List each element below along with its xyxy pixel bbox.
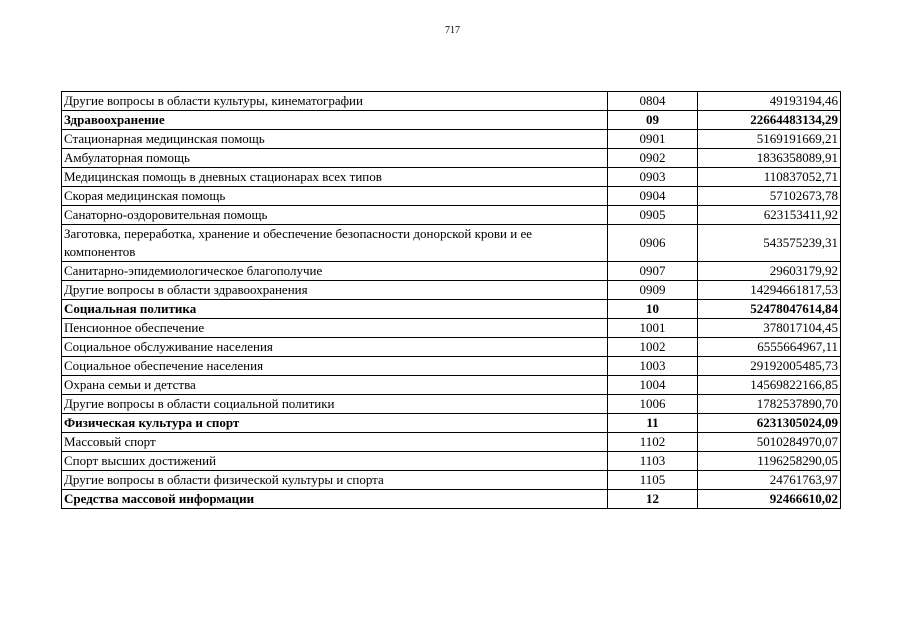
row-amount-cell: 49193194,46 [698,92,841,111]
row-name-cell: Другие вопросы в области культуры, кинематографии [62,92,608,111]
table-row [62,187,841,206]
row-code-cell: 0906 [608,225,698,262]
section-row [62,414,841,433]
page-number: 717 [445,25,460,36]
table-row [62,338,841,357]
row-amount-cell: 57102673,78 [698,187,841,206]
row-code-cell: 1001 [608,319,698,338]
row-name-cell: Спорт высших достижений [62,452,608,471]
row-amount-cell: 52478047614,84 [698,300,841,319]
table-row [62,281,841,300]
table-row [62,149,841,168]
row-name-cell: Медицинская помощь в дневных стационарах всех типов [62,168,608,187]
budget-table-body [62,92,841,509]
row-name-cell: Массовый спорт [62,433,608,452]
row-amount-cell: 623153411,92 [698,206,841,225]
row-code-cell: 11 [608,414,698,433]
row-code-cell: 0907 [608,262,698,281]
row-name-cell: Амбулаторная помощь [62,149,608,168]
row-amount-cell: 29603179,92 [698,262,841,281]
table-row [62,433,841,452]
row-name-cell: Социальная политика [62,300,608,319]
row-amount-cell: 24761763,97 [698,471,841,490]
row-name-cell: Санитарно-эпидемиологическое благополучие [62,262,608,281]
row-code-cell: 0804 [608,92,698,111]
table-row [62,452,841,471]
row-amount-cell: 5169191669,21 [698,130,841,149]
budget-table [61,91,841,509]
row-name-cell: Социальное обслуживание населения [62,338,608,357]
table-row [62,395,841,414]
section-row [62,111,841,130]
table-row [62,471,841,490]
row-code-cell: 1105 [608,471,698,490]
table-row [62,130,841,149]
row-code-cell: 1103 [608,452,698,471]
row-name-cell: Пенсионное обеспечение [62,319,608,338]
row-code-cell: 1002 [608,338,698,357]
row-code-cell: 0909 [608,281,698,300]
row-amount-cell: 5010284970,07 [698,433,841,452]
row-code-cell: 0901 [608,130,698,149]
row-amount-cell: 543575239,31 [698,225,841,262]
table-row [62,206,841,225]
table-row [62,92,841,111]
table-row [62,376,841,395]
table-row [62,262,841,281]
table-row [62,357,841,376]
row-name-cell: Заготовка, переработка, хранение и обеспечение безопасности донорской крови и ее компонентов [62,225,608,262]
row-amount-cell: 378017104,45 [698,319,841,338]
row-code-cell: 1003 [608,357,698,376]
row-amount-cell: 92466610,02 [698,490,841,509]
row-name-cell: Другие вопросы в области здравоохранения [62,281,608,300]
row-amount-cell: 1836358089,91 [698,149,841,168]
row-amount-cell: 29192005485,73 [698,357,841,376]
row-amount-cell: 22664483134,29 [698,111,841,130]
section-row [62,490,841,509]
table-row [62,319,841,338]
section-row [62,300,841,319]
row-name-cell: Средства массовой информации [62,490,608,509]
row-name-cell: Другие вопросы в области физической культуры и спорта [62,471,608,490]
row-name-cell: Скорая медицинская помощь [62,187,608,206]
row-amount-cell: 1782537890,70 [698,395,841,414]
row-amount-cell: 1196258290,05 [698,452,841,471]
row-name-cell: Охрана семьи и детства [62,376,608,395]
row-amount-cell: 14569822166,85 [698,376,841,395]
row-name-cell: Другие вопросы в области социальной политики [62,395,608,414]
row-amount-cell: 6555664967,11 [698,338,841,357]
row-amount-cell: 14294661817,53 [698,281,841,300]
row-code-cell: 10 [608,300,698,319]
table-row [62,168,841,187]
row-code-cell: 09 [608,111,698,130]
row-name-cell: Санаторно-оздоровительная помощь [62,206,608,225]
row-code-cell: 1102 [608,433,698,452]
row-name-cell: Здравоохранение [62,111,608,130]
table-row [62,225,841,262]
row-code-cell: 0904 [608,187,698,206]
row-code-cell: 12 [608,490,698,509]
row-name-cell: Социальное обеспечение населения [62,357,608,376]
row-code-cell: 0905 [608,206,698,225]
row-amount-cell: 110837052,71 [698,168,841,187]
row-name-cell: Физическая культура и спорт [62,414,608,433]
row-code-cell: 0902 [608,149,698,168]
row-code-cell: 0903 [608,168,698,187]
row-name-cell: Стационарная медицинская помощь [62,130,608,149]
row-code-cell: 1004 [608,376,698,395]
row-code-cell: 1006 [608,395,698,414]
row-amount-cell: 6231305024,09 [698,414,841,433]
